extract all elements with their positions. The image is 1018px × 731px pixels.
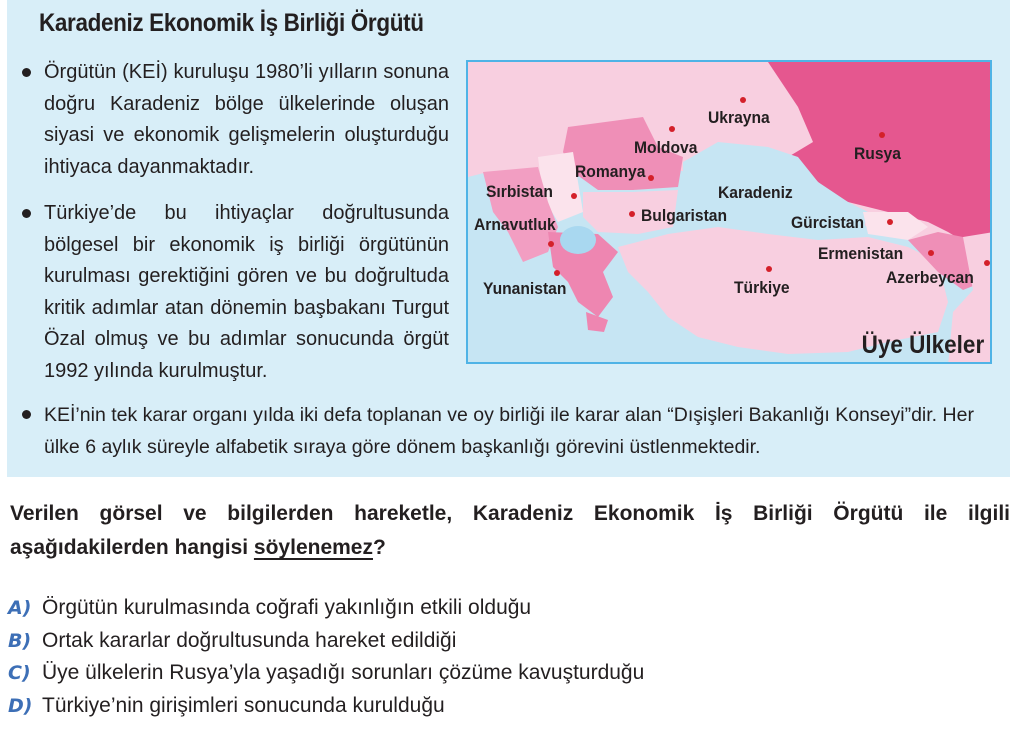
option-a[interactable] [8, 592, 644, 625]
question-emphasis: söylenemez [253, 536, 373, 559]
map-label-rusya: Rusya [854, 144, 901, 163]
bullet-text: Örgütün (KEİ) kuruluşu 1980’li yılların sonuna doğru Karadeniz bölge ülkelerinde oluşan siyasi ve ekonomik gelişmelerin oluşturduğu ihtiyaca dayanmaktadır. [44, 61, 449, 178]
map-label-arnavutluk: Arnavutluk [474, 215, 556, 234]
question-text: Verilen görsel ve bilgilerden hareketle, Karadeniz Ekonomik İş Birliği Örgütü ile ilgili aşağıdakilerden hangisi [10, 502, 1010, 559]
bullet-dot-icon [22, 68, 31, 77]
member-countries-map [466, 60, 992, 364]
map-label-karadeniz: Karadeniz [718, 183, 793, 202]
city-dot [548, 241, 554, 247]
map-label-ukrayna: Ukrayna [708, 108, 770, 127]
city-dot [571, 193, 577, 199]
map-label-ermenistan: Ermenistan [818, 244, 904, 263]
option-letter: C) [8, 662, 31, 685]
map-label-moldova: Moldova [634, 138, 698, 157]
city-dot [740, 97, 746, 103]
option-text: Türkiye’nin girişimleri sonucunda kurulduğu [42, 693, 445, 717]
city-dot [887, 219, 893, 225]
city-dot [629, 211, 635, 217]
option-d[interactable] [8, 690, 644, 723]
bullet-dot-icon [22, 209, 31, 218]
city-dot [766, 266, 772, 272]
city-dot [554, 270, 560, 276]
map-label-romanya: Romanya [575, 162, 646, 181]
question-stem [10, 497, 1010, 565]
lake [560, 226, 596, 254]
bullet-text: KEİ’nin tek karar organı yılda iki defa toplanan ve oy birliği ile karar alan “Dışişleri Bakanlığı Konseyi”dir. Her ülke 6 aylık süreyle alfabetik sıraya göre dönem başkanlığı görevini üstlenmektedir. [44, 404, 974, 458]
bullet-text: Türkiye’de bu ihtiyaçlar doğrultusunda bölgesel bir ekonomik iş birliği örgütünün kurulması gerektiğini gören ve bu doğrultuda kritik adımlar atan dönemin başbakanı Turgut Özal olmuş ve bu adımlar sonucunda örgüt 1992 yılında kurulmuştur. [44, 202, 449, 382]
map-label-azerbeycan: Azerbeycan [886, 268, 974, 287]
map-label-sirbistan: Sırbistan [486, 182, 553, 201]
city-dot [984, 260, 990, 266]
map-label-bulgaristan: Bulgaristan [641, 206, 728, 225]
option-letter: B) [8, 629, 32, 652]
city-dot [648, 175, 654, 181]
option-text: Ortak kararlar doğrultusunda hareket edildiği [42, 628, 457, 652]
map-label-turkiye: Türkiye [734, 278, 790, 297]
option-text: Örgütün kurulmasında coğrafi yakınlığın etkili olduğu [42, 596, 532, 620]
option-letter: A) [8, 597, 32, 620]
option-b[interactable] [8, 625, 644, 658]
option-letter: D) [8, 694, 33, 717]
map-caption: Üye Ülkeler [861, 331, 984, 359]
bullet-item [44, 198, 449, 387]
city-dot [669, 126, 675, 132]
city-dot [879, 132, 885, 138]
panel-title: Karadeniz Ekonomik İş Birliği Örgütü [39, 9, 424, 37]
bullet-item [44, 399, 1004, 463]
answer-options [8, 592, 644, 722]
bullet-item [44, 57, 449, 183]
option-text: Üye ülkelerin Rusya’yla yaşadığı sorunları çözüme kavuşturduğu [42, 661, 645, 685]
bullet-dot-icon [22, 410, 31, 419]
option-c[interactable] [8, 657, 644, 690]
map-label-gurcistan: Gürcistan [791, 213, 865, 232]
question-mark: ? [372, 536, 386, 559]
map-label-yunanistan: Yunanistan [483, 279, 567, 298]
city-dot [928, 250, 934, 256]
